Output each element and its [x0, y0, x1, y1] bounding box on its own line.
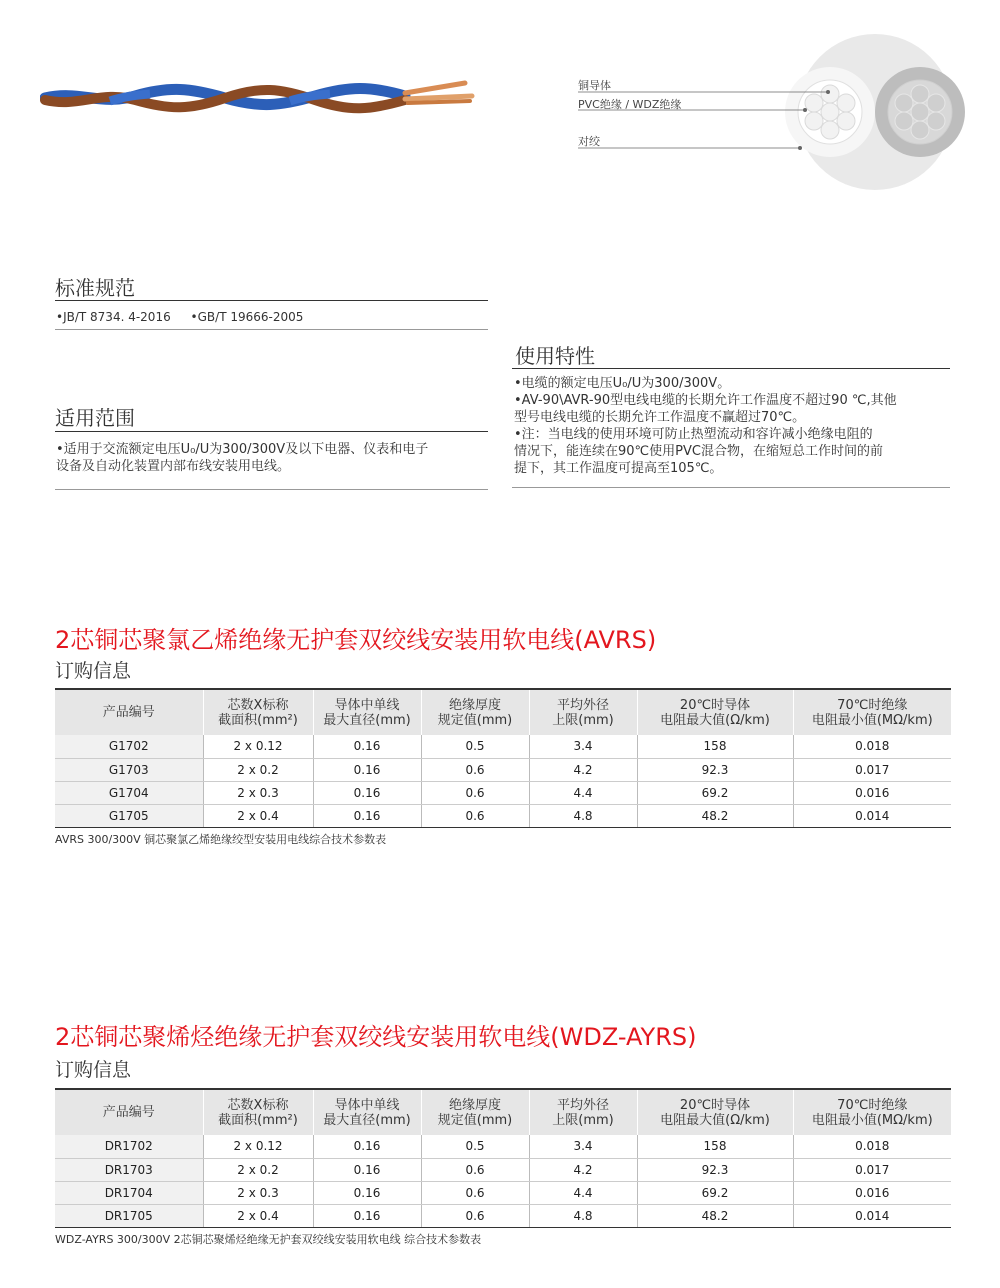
header-conductor-resistance: 20℃时导体 电阻最大值(Ω/km): [637, 1089, 793, 1135]
characteristics-line: •电缆的额定电压U₀/U为300/300V。: [514, 376, 731, 391]
application-bottom-divider: [55, 489, 488, 490]
cell-code: G1705: [55, 804, 203, 827]
label-twisted-pair: 对绞: [578, 135, 600, 148]
cell: 0.017: [793, 1158, 951, 1181]
cell-code: G1704: [55, 781, 203, 804]
cell: 2 x 0.12: [203, 735, 313, 758]
cell: 0.16: [313, 1204, 421, 1227]
cell: 92.3: [637, 1158, 793, 1181]
characteristics-bottom-divider: [512, 487, 950, 488]
cell: 0.014: [793, 1204, 951, 1227]
cell: 0.014: [793, 804, 951, 827]
cell: 48.2: [637, 1204, 793, 1227]
standards-list: [56, 310, 319, 324]
cell: 2 x 0.3: [203, 1181, 313, 1204]
label-insulation: PVC绝缘 / WDZ绝缘: [578, 98, 682, 111]
cell: 0.16: [313, 1135, 421, 1158]
characteristics-heading: 使用特性: [515, 344, 595, 368]
label-copper-conductor: 铜导体: [578, 79, 611, 92]
table-row: [55, 804, 951, 827]
header-insulation-thickness: 绝缘厚度 规定值(mm): [421, 1089, 529, 1135]
cell: 0.018: [793, 735, 951, 758]
cell: 92.3: [637, 758, 793, 781]
cell: 0.6: [421, 758, 529, 781]
cell: 0.16: [313, 781, 421, 804]
ordering-info-heading: 订购信息: [55, 660, 132, 682]
cell: 0.16: [313, 735, 421, 758]
cell: 4.4: [529, 1181, 637, 1204]
characteristics-divider: [512, 368, 950, 369]
cell: 2 x 0.12: [203, 1135, 313, 1158]
table-row: [55, 1158, 951, 1181]
product-title-wdz-ayrs: 2芯铜芯聚烯烃绝缘无护套双绞线安装用软电线(WDZ-AYRS): [55, 1023, 697, 1051]
cell: 0.6: [421, 1181, 529, 1204]
header-insulation-resistance: 70℃时绝缘 电阻最小值(MΩ/km): [793, 689, 951, 735]
cell: 0.16: [313, 1158, 421, 1181]
cell: 4.4: [529, 781, 637, 804]
table-row: [55, 781, 951, 804]
spec-table-wdz-ayrs: [55, 1088, 951, 1228]
cell-code: DR1703: [55, 1158, 203, 1181]
cell: 0.6: [421, 1158, 529, 1181]
application-heading: 适用范围: [55, 406, 135, 430]
characteristics-line: 情况下，能连续在90℃使用PVC混合物，在缩短总工作时间的前: [514, 444, 883, 459]
cell: 3.4: [529, 1135, 637, 1158]
cell: 4.8: [529, 804, 637, 827]
cell: 0.016: [793, 1181, 951, 1204]
cell: 2 x 0.2: [203, 758, 313, 781]
header-insulation-thickness: 绝缘厚度 规定值(mm): [421, 689, 529, 735]
application-line: •适用于交流额定电压U₀/U为300/300V及以下电器、仪表和电子: [56, 442, 429, 457]
cell: 158: [637, 735, 793, 758]
standard-item: •GB/T 19666-2005: [190, 310, 304, 324]
cell: 0.016: [793, 781, 951, 804]
characteristics-line: •AV-90\AVR-90型电线电缆的长期允许工作温度不超过90 ℃,其他: [514, 393, 897, 408]
header-cores-area: 芯数X标称 截面积(mm²): [203, 689, 313, 735]
twisted-cable-image: [40, 70, 480, 120]
table-row: [55, 735, 951, 758]
standard-item: •JB/T 8734. 4-2016: [56, 310, 171, 324]
standards-heading: 标准规范: [55, 276, 135, 300]
cell-code: DR1705: [55, 1204, 203, 1227]
cell: 0.018: [793, 1135, 951, 1158]
cell: 0.6: [421, 781, 529, 804]
table-row: [55, 758, 951, 781]
table-caption-wdz-ayrs: WDZ-AYRS 300/300V 2芯铜芯聚烯烃绝缘无护套双绞线安装用软电线 综合技术参数表: [55, 1233, 482, 1246]
cell: 0.6: [421, 804, 529, 827]
table-row: [55, 1135, 951, 1158]
cell: 4.2: [529, 758, 637, 781]
cell: 3.4: [529, 735, 637, 758]
cell: 2 x 0.4: [203, 804, 313, 827]
standards-bottom-divider: [55, 329, 488, 330]
ordering-info-heading: 订购信息: [55, 1059, 132, 1081]
characteristics-line: 型号电线电缆的长期允许工作温度不赢超过70℃。: [514, 410, 806, 425]
cell: 2 x 0.4: [203, 1204, 313, 1227]
table-header-row: [55, 1089, 951, 1135]
cell-code: DR1704: [55, 1181, 203, 1204]
characteristics-line: •注：当电线的使用环境可防止热塑流动和容许减小绝缘电阻的: [514, 427, 873, 442]
header-conductor-resistance: 20℃时导体 电阻最大值(Ω/km): [637, 689, 793, 735]
table-header-row: [55, 689, 951, 735]
cell: 69.2: [637, 781, 793, 804]
cell: 0.16: [313, 804, 421, 827]
header-product-code: 产品编号: [55, 689, 203, 735]
cell-code: DR1702: [55, 1135, 203, 1158]
header-outer-diameter: 平均外径 上限(mm): [529, 1089, 637, 1135]
characteristics-line: 提下，其工作温度可提高至105℃。: [514, 461, 723, 476]
application-text: [56, 441, 428, 475]
cell: 0.6: [421, 1204, 529, 1227]
application-divider: [55, 431, 488, 432]
cell: 2 x 0.3: [203, 781, 313, 804]
header-outer-diameter: 平均外径 上限(mm): [529, 689, 637, 735]
cell-code: G1702: [55, 735, 203, 758]
cell-code: G1703: [55, 758, 203, 781]
header-product-code: 产品编号: [55, 1089, 203, 1135]
standards-divider: [55, 300, 488, 301]
cell: 4.8: [529, 1204, 637, 1227]
cell: 0.16: [313, 1181, 421, 1204]
header-insulation-resistance: 70℃时绝缘 电阻最小值(MΩ/km): [793, 1089, 951, 1135]
header-wire-diameter: 导体中单线 最大直径(mm): [313, 1089, 421, 1135]
cell: 0.16: [313, 758, 421, 781]
spec-table-avrs: [55, 688, 951, 828]
table-caption-avrs: AVRS 300/300V 铜芯聚氯乙烯绝缘绞型安装用电线综合技术参数表: [55, 833, 387, 846]
cell: 0.5: [421, 1135, 529, 1158]
cell: 158: [637, 1135, 793, 1158]
table-row: [55, 1181, 951, 1204]
cell: 48.2: [637, 804, 793, 827]
characteristics-text: [514, 375, 897, 477]
table-row: [55, 1204, 951, 1227]
cell: 69.2: [637, 1181, 793, 1204]
cell: 4.2: [529, 1158, 637, 1181]
application-line: 设备及自动化装置内部布线安装用电线。: [56, 459, 291, 474]
cell: 0.017: [793, 758, 951, 781]
cell: 0.5: [421, 735, 529, 758]
header-cores-area: 芯数X标称 截面积(mm²): [203, 1089, 313, 1135]
header-wire-diameter: 导体中单线 最大直径(mm): [313, 689, 421, 735]
product-title-avrs: 2芯铜芯聚氯乙烯绝缘无护套双绞线安装用软电线(AVRS): [55, 626, 657, 654]
cell: 2 x 0.2: [203, 1158, 313, 1181]
